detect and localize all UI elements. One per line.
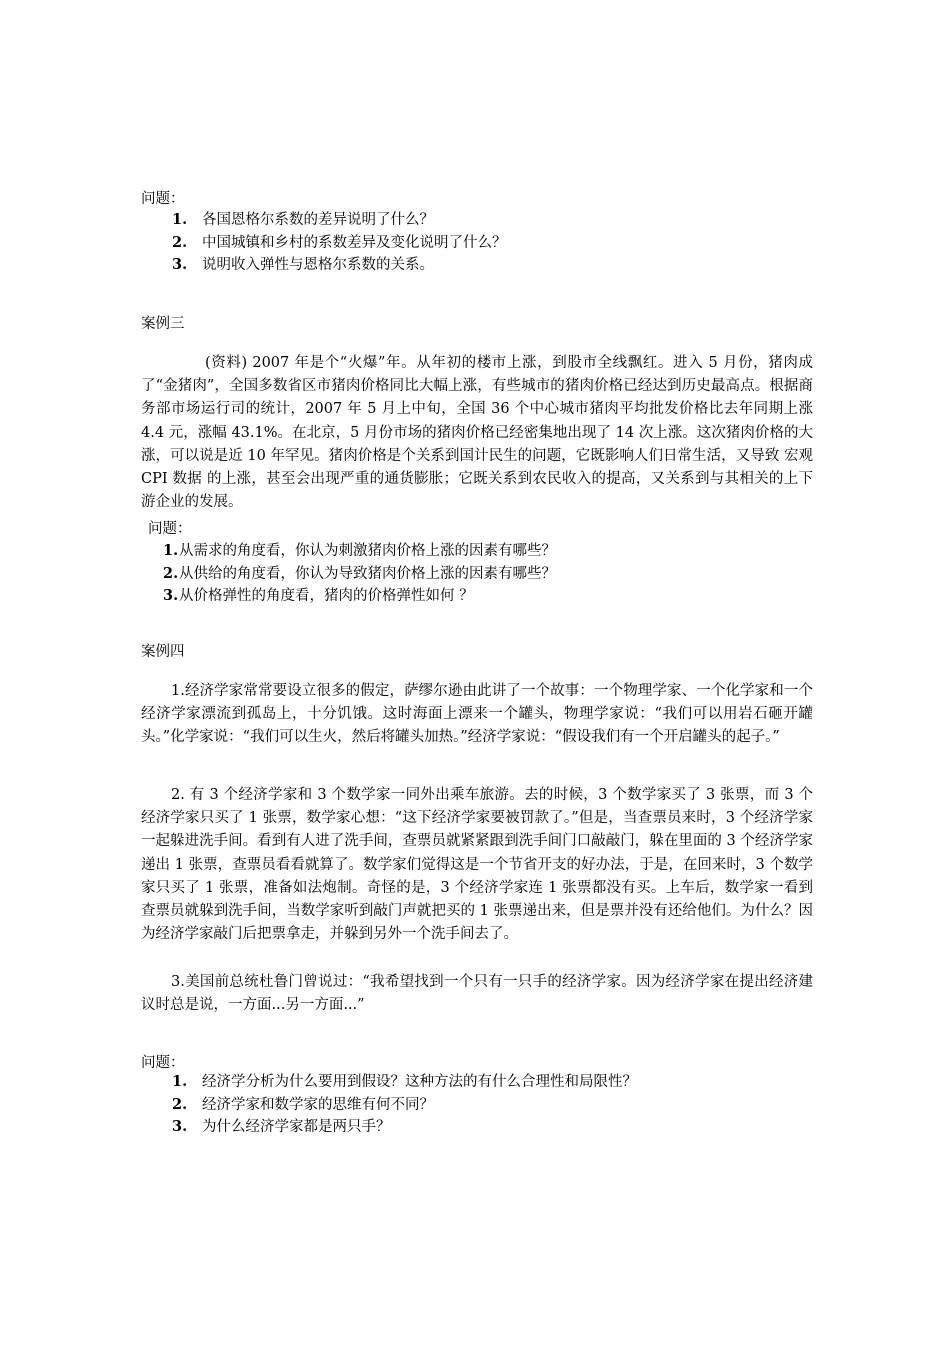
case4-question-list bbox=[141, 1071, 637, 1139]
case3-title: 案例三 bbox=[141, 316, 185, 332]
case4-title: 案例四 bbox=[141, 644, 185, 660]
list-item: 3.从价格弹性的角度看，猪肉的价格弹性如何 ？ bbox=[163, 587, 474, 604]
list-item: 1. 经济学分析为什么要用到假设？这种方法的有什么合理性和局限性？ bbox=[172, 1073, 637, 1090]
case4-paragraph-2: 2. 有 3 个经济学家和 3 个数学家一同外出乘车旅游。去的时候，3 个数学家买了 3 张票，而 3 个经济学家只买了 1 张票，数学家心想：“这下经济学家要被罚款了。”但是，当查票员来时，3 个经济学家一起躲进洗手间。看到有人进了洗手间，查票员就紧紧跟到洗手间门口敲敲门，躲在里面的 3 个经济学家递出 1 张票，查票员看看就算了。数学家们觉得这是一个节省开支的好办法，于是，在回来时，3 个数学家只买了 1 张票，准备如法炮制。奇怪的是，3 个经济学家连 1 张票都没有买。上车后，数学家一看到查票员就躲到洗手间，当数学家听到敲门声就把买的 1 张票递出来，但是票并没有还给他们。为什么？因为经济学家敲门后把票拿走，并躲到另外一个洗手间去了。 bbox=[141, 787, 813, 943]
list-item: 3. 为什么经济学家都是两只手？ bbox=[172, 1118, 391, 1135]
list-item: 2. 中国城镇和乡村的系数差异及变化说明了什么？ bbox=[172, 233, 507, 251]
section1-questions-label: 问题： bbox=[141, 191, 185, 207]
list-item: 2.从供给的角度看，你认为导致猪肉价格上涨的因素有哪些？ bbox=[163, 564, 556, 582]
case3-questions-label: 问题： bbox=[148, 521, 192, 537]
list-item: 3. 说明收入弹性与恩格尔系数的关系。 bbox=[172, 256, 434, 273]
section1-question-list bbox=[141, 209, 507, 277]
list-item: 1. 各国恩格尔系数的差异说明了什么？ bbox=[172, 211, 434, 228]
case4-questions-label: 问题： bbox=[141, 1055, 185, 1071]
case3-paragraph: (资料) 2007 年是个“火爆”年。从年初的楼市上涨，到股市全线飘红。进入 5 月份，猪肉成了“金猪肉”，全国多数省区市猪肉价格同比大幅上涨，有些城市的猪肉价格已经达到历史最高点。根据商务部市场运行司的统计，2007 年 5 月上中旬，全国 36 个中心城市猪肉平均批发价格比去年同期上涨 4.4 元，涨幅 43.1%。在北京，5 月份市场的猪肉价格已经密集地出现了 14 次上涨。这次猪肉价格的大涨，可以说是近 10 年罕见。猪肉价格是个关系到国计民生的问题，它既影响人们日常生活，又导致 宏观 CPI 数据 的上涨，甚至会出现严重的通货膨胀；它既关系到农民收入的提高，又关系到与其相关的上下游企业的发展。 bbox=[141, 355, 813, 511]
case4-paragraph-3: 3.美国前总统杜鲁门曾说过：“我希望找到一个只有一只手的经济学家。因为经济学家在提出经济建议时总是说，一方面...另一方面...” bbox=[141, 974, 813, 1014]
list-item: 2. 经济学家和数学家的思维有何不同？ bbox=[172, 1095, 434, 1113]
case4-paragraph-1: 1.经济学家常常要设立很多的假定，萨缪尔逊由此讲了一个故事：一个物理学家、一个化学家和一个经济学家漂流到孤岛上，十分饥饿。这时海面上漂来一个罐头，物理学家说：“我们可以用岩石砸开罐头。”化学家说：“我们可以生火，然后将罐头加热。”经济学家说：“假设我们有一个开启罐头的起子。” bbox=[141, 683, 813, 746]
case3-question-list bbox=[141, 540, 556, 608]
list-item: 1.从需求的角度看，你认为刺激猪肉价格上涨的因素有哪些？ bbox=[163, 542, 556, 559]
